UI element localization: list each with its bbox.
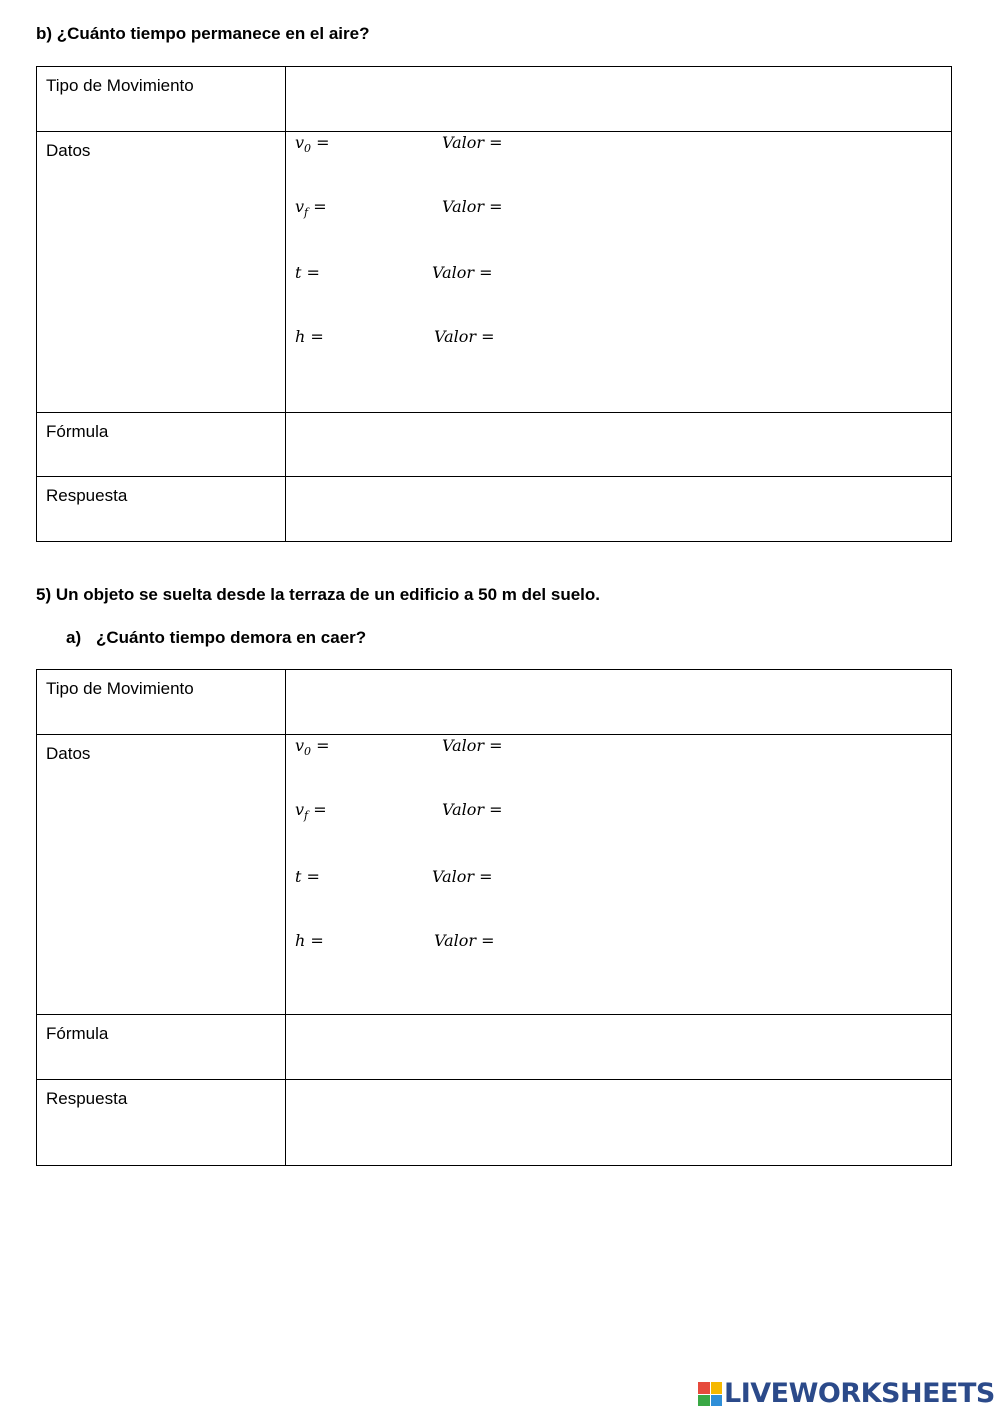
liveworksheets-logo	[698, 1378, 995, 1409]
valor-label: Valor =	[434, 931, 495, 950]
subscript: f	[304, 206, 309, 220]
valor-label: Valor =	[442, 736, 503, 755]
datos-line-t	[295, 867, 895, 891]
subscript: 0	[304, 142, 312, 156]
sub-question-label: a)	[66, 628, 82, 647]
symbol: v	[295, 197, 305, 216]
problem-5-heading: 5) Un objeto se suelta desde la terraza de un edificio a 50 m del suelo.	[36, 585, 601, 604]
equals: =	[308, 800, 327, 819]
question-b-heading: b) ¿Cuánto tiempo permanece en el aire?	[36, 24, 370, 43]
symbol: h	[295, 327, 306, 346]
symbol: t	[295, 263, 302, 282]
symbol: h	[295, 931, 306, 950]
respuesta-answer-cell[interactable]	[286, 1080, 952, 1166]
tipo-answer-cell[interactable]	[286, 670, 952, 735]
logo-square	[711, 1395, 723, 1407]
symbol: v	[295, 133, 305, 152]
tipo-label: Tipo de Movimiento	[37, 670, 286, 735]
formula-label: Fórmula	[37, 1015, 286, 1080]
datos-line-h	[295, 931, 895, 955]
tipo-label: Tipo de Movimiento	[37, 67, 286, 132]
sub-question-text: ¿Cuánto tiempo demora en caer?	[96, 628, 367, 647]
symbol: t	[295, 867, 302, 886]
logo-text: LIVEWORKSHEETS	[724, 1378, 995, 1409]
equals: =	[311, 133, 330, 152]
symbol: v	[295, 736, 305, 755]
equals: =	[305, 327, 324, 346]
respuesta-label: Respuesta	[37, 1080, 286, 1166]
datos-line-v0	[295, 736, 895, 760]
respuesta-label: Respuesta	[37, 477, 286, 542]
valor-label: Valor =	[442, 197, 503, 216]
datos-line-v0	[295, 133, 895, 157]
symbol: v	[295, 800, 305, 819]
datos-line-vf	[295, 800, 895, 824]
subscript: 0	[304, 745, 312, 759]
valor-label: Valor =	[434, 327, 495, 346]
logo-grid-icon	[698, 1382, 722, 1406]
valor-label: Valor =	[442, 133, 503, 152]
logo-square	[698, 1395, 710, 1407]
datos-label: Datos	[37, 735, 286, 1015]
formula-answer-cell[interactable]	[286, 413, 952, 477]
subscript: f	[304, 809, 309, 823]
equals: =	[301, 263, 320, 282]
tipo-answer-cell[interactable]	[286, 67, 952, 132]
equals: =	[305, 931, 324, 950]
equals: =	[308, 197, 327, 216]
logo-square	[711, 1382, 723, 1394]
datos-line-h	[295, 327, 895, 351]
respuesta-answer-cell[interactable]	[286, 477, 952, 542]
datos-line-vf	[295, 197, 895, 221]
formula-label: Fórmula	[37, 413, 286, 477]
datos-label: Datos	[37, 132, 286, 413]
equals: =	[301, 867, 320, 886]
formula-answer-cell[interactable]	[286, 1015, 952, 1080]
logo-square	[698, 1382, 710, 1394]
valor-label: Valor =	[432, 263, 493, 282]
question-5a-heading	[66, 628, 366, 648]
worksheet-table-b	[36, 66, 952, 542]
worksheet-table-5a	[36, 669, 952, 1166]
datos-cell[interactable]	[286, 132, 952, 413]
datos-line-t	[295, 263, 895, 287]
datos-cell[interactable]	[286, 735, 952, 1015]
valor-label: Valor =	[432, 867, 493, 886]
equals: =	[311, 736, 330, 755]
valor-label: Valor =	[442, 800, 503, 819]
